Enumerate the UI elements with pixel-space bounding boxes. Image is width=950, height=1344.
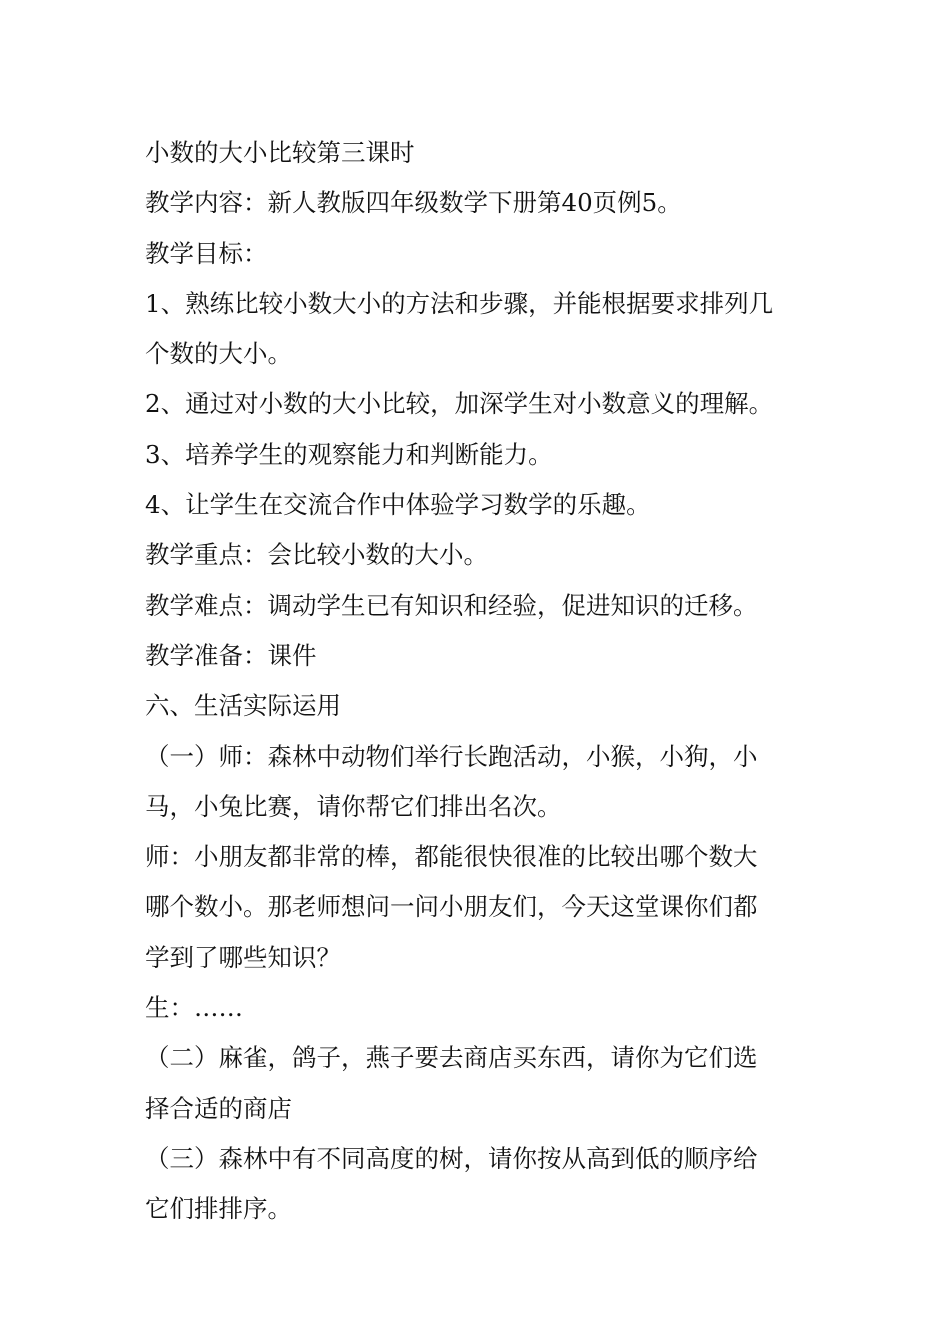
activity-1-line-1: （一）师：森林中动物们举行长跑活动，小猴，小狗，小 <box>145 741 758 771</box>
lesson-title: 小数的大小比较第三课时 <box>145 138 415 167</box>
teaching-goals-heading: 教学目标： <box>145 238 268 268</box>
goal-3: 3、培养学生的观察能力和判断能力。 <box>145 439 553 469</box>
teacher-remark-line-2: 哪个数小。那老师想问一问小朋友们，今天这堂课你们都 <box>145 892 758 922</box>
goal-1-line-2: 个数的大小。 <box>145 339 292 369</box>
teaching-difficulty: 教学难点：调动学生已有知识和经验，促进知识的迁移。 <box>145 590 758 620</box>
teaching-focus: 教学重点：会比较小数的大小。 <box>145 540 488 570</box>
activity-1-line-2: 马，小兔比赛，请你帮它们排出名次。 <box>145 791 562 821</box>
teaching-preparation: 教学准备：课件 <box>145 640 317 670</box>
teacher-remark-line-3: 学到了哪些知识？ <box>145 942 341 972</box>
section-heading: 六、生活实际运用 <box>145 691 341 721</box>
activity-2-line-1: （二）麻雀，鸽子，燕子要去商店买东西，请你为它们选 <box>145 1043 758 1073</box>
goal-2: 2、通过对小数的大小比较，加深学生对小数意义的理解。 <box>145 389 774 419</box>
activity-3-line-2: 它们排排序。 <box>145 1194 292 1224</box>
teaching-content: 教学内容：新人教版四年级数学下册第40页例5。 <box>145 188 682 218</box>
goal-4: 4、让学生在交流合作中体验学习数学的乐趣。 <box>145 490 651 520</box>
document-body <box>145 128 815 1235</box>
activity-2-line-2: 择合适的商店 <box>145 1093 292 1123</box>
teacher-remark-line-1: 师：小朋友都非常的棒，都能很快很准的比较出哪个数大 <box>145 842 758 872</box>
goal-1-line-1: 1、熟练比较小数大小的方法和步骤，并能根据要求排列几 <box>145 288 774 318</box>
activity-3-line-1: （三）森林中有不同高度的树，请你按从高到低的顺序给 <box>145 1143 758 1173</box>
student-response: 生：…… <box>145 993 243 1023</box>
